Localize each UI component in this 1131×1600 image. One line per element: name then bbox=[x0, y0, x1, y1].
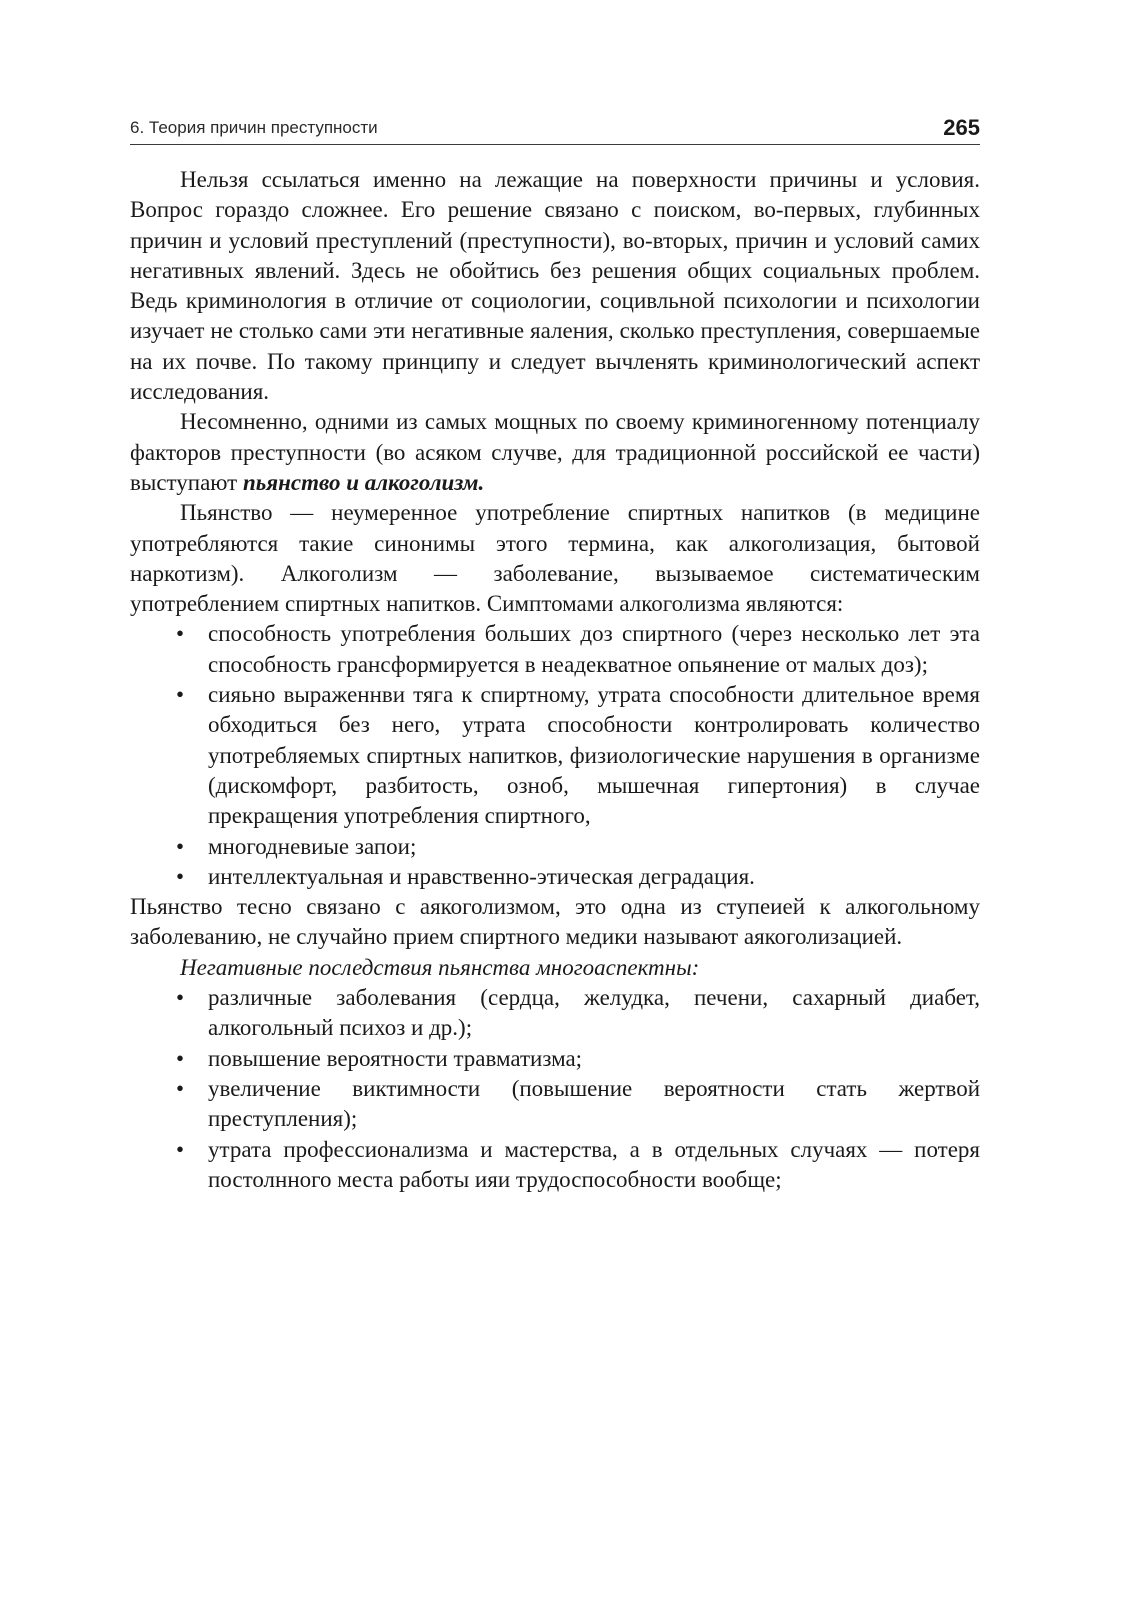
list-item: • различные заболевания (сердца, желудка, печени, сахарный диабет, алкогольный психоз и др.); bbox=[208, 983, 980, 1044]
consequences-list bbox=[130, 983, 980, 1195]
paragraph-causes: Нельзя ссылаться именно на лежащие на поверхности причины и условия. Вопрос гораздо сложнее. Его решение связано с поиском, во-первых, глубинных причин и условий преступлений (преступности), во-вторых, причин и условий самих негативных явлений. Здесь не обойтись без решения общих социальных проблем. Ведь криминология в отличие от социологии, социвльной психологии и психологии изучает не столько сами эти негативные яаления, сколько преступления, совершаемые на их почве. По такому принципу и следует вычленять криминологический аспект исследования. bbox=[130, 167, 980, 405]
list-item: • повышение вероятности травматизма; bbox=[208, 1044, 980, 1074]
list-item: • увеличение виктимности (повышение вероятности стать жертвой преступления); bbox=[208, 1074, 980, 1135]
list-item: • утрата профессионализма и мастерства, а в отдельных случаях — потеря постолнного места работы ияи трудоспособности вообще; bbox=[208, 1135, 980, 1196]
symptoms-list bbox=[130, 619, 980, 892]
list-item: • интеллектуальная и нравственно-этическая деградация. bbox=[208, 862, 980, 892]
paragraph-factors-text: Несомненно, одними из самых мощных по своему криминогенному потенциалу факторов преступности (во асяком случве, для традиционной российской ее части) выступают bbox=[130, 409, 980, 495]
page-header bbox=[130, 112, 980, 145]
consequences-heading: Негативные последствия пьянства многоаспектны: bbox=[180, 954, 700, 980]
paragraph-relation: Пьянство тесно связано с аякоголизмом, это одна из ступеией к алкогольному заболеванию, не случайно прием спиртного медики называют аякоголизацией. bbox=[130, 894, 980, 950]
emphasis-drunkenness-alcoholism: пьянство и алкоголизм. bbox=[242, 469, 485, 495]
running-title: 6. Теория причин преступности bbox=[130, 118, 378, 137]
page-number: 265 bbox=[943, 115, 980, 140]
paragraph-factors bbox=[130, 407, 980, 498]
page-body bbox=[130, 165, 980, 1195]
list-item: • многодневиые запои; bbox=[208, 832, 980, 862]
list-item: • способность употребления больших доз спиртного (через несколько лет эта способность грансформируется в неадекватное опьянение от малых доз); bbox=[208, 619, 980, 680]
paragraph-definitions: Пьянство — неумеренное употребление спиртных напитков (в медицине употребляются такие синонимы этого термина, как алкоголизация, бытовой наркотизм). Алкоголизм — заболевание, вызываемое систематическим употреблением спиртных напитков. Симптомами алкоголизма являются: bbox=[130, 500, 980, 617]
list-item: • сияьно выраженнви тяга к спиртному, утрата способности длительное время обходиться без него, утрата способности контролировать количество употребляемых спиртных напитков, физиологические нарушения в организме (дискомфорт, разбитость, озноб, мышечная гипертония) в случае прекращения употребления спиртного, bbox=[208, 680, 980, 831]
